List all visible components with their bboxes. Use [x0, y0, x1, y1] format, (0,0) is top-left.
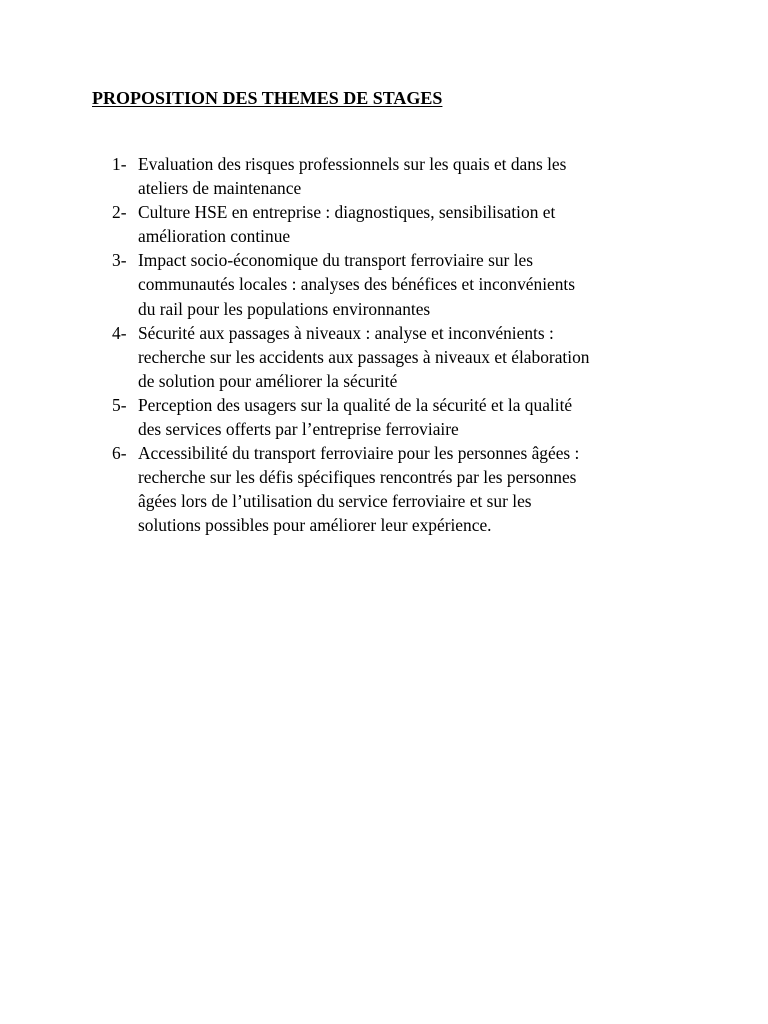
- theme-item-5: [112, 393, 712, 441]
- theme-number: 4-: [112, 322, 127, 343]
- theme-item-6: [112, 441, 712, 537]
- theme-line: des services offerts par l’entreprise ferroviaire: [138, 419, 459, 440]
- theme-line: Culture HSE en entreprise : diagnostiques, sensibilisation et: [138, 202, 556, 223]
- theme-line: recherche sur les accidents aux passages à niveaux et élaboration: [138, 346, 590, 367]
- theme-line: communautés locales : analyses des bénéfices et inconvénients: [138, 274, 576, 295]
- theme-line: recherche sur les défis spécifiques rencontrés par les personnes: [138, 467, 577, 488]
- theme-text: [138, 321, 712, 393]
- theme-item-3: [112, 248, 712, 320]
- theme-line: solutions possibles pour améliorer leur expérience.: [138, 515, 492, 536]
- theme-text: [138, 152, 712, 200]
- theme-line: âgées lors de l’utilisation du service ferroviaire et sur les: [138, 491, 532, 512]
- theme-number: 6-: [112, 443, 127, 464]
- theme-line: Accessibilité du transport ferroviaire pour les personnes âgées :: [138, 443, 580, 464]
- theme-text: [138, 441, 712, 537]
- theme-line: amélioration continue: [138, 226, 291, 247]
- theme-item-1: [112, 152, 712, 200]
- theme-number: 5-: [112, 394, 127, 415]
- document-title: PROPOSITION DES THEMES DE STAGES: [92, 88, 443, 108]
- theme-line: ateliers de maintenance: [138, 178, 302, 199]
- theme-list: [112, 152, 712, 538]
- theme-number: 2-: [112, 202, 127, 223]
- theme-item-2: [112, 200, 712, 248]
- theme-line: Evaluation des risques professionnels sur les quais et dans les: [138, 154, 567, 174]
- theme-number: 1-: [112, 154, 127, 174]
- theme-line: Sécurité aux passages à niveaux : analyse et inconvénients :: [138, 322, 554, 343]
- theme-text: [138, 200, 712, 248]
- theme-line: de solution pour améliorer la sécurité: [138, 370, 398, 391]
- theme-number: 3-: [112, 250, 127, 271]
- theme-item-4: [112, 321, 712, 393]
- theme-line: Impact socio-économique du transport ferroviaire sur les: [138, 250, 534, 271]
- theme-line: Perception des usagers sur la qualité de la sécurité et la qualité: [138, 394, 573, 415]
- theme-text: [138, 393, 712, 441]
- theme-line: du rail pour les populations environnantes: [138, 298, 431, 319]
- theme-text: [138, 248, 712, 320]
